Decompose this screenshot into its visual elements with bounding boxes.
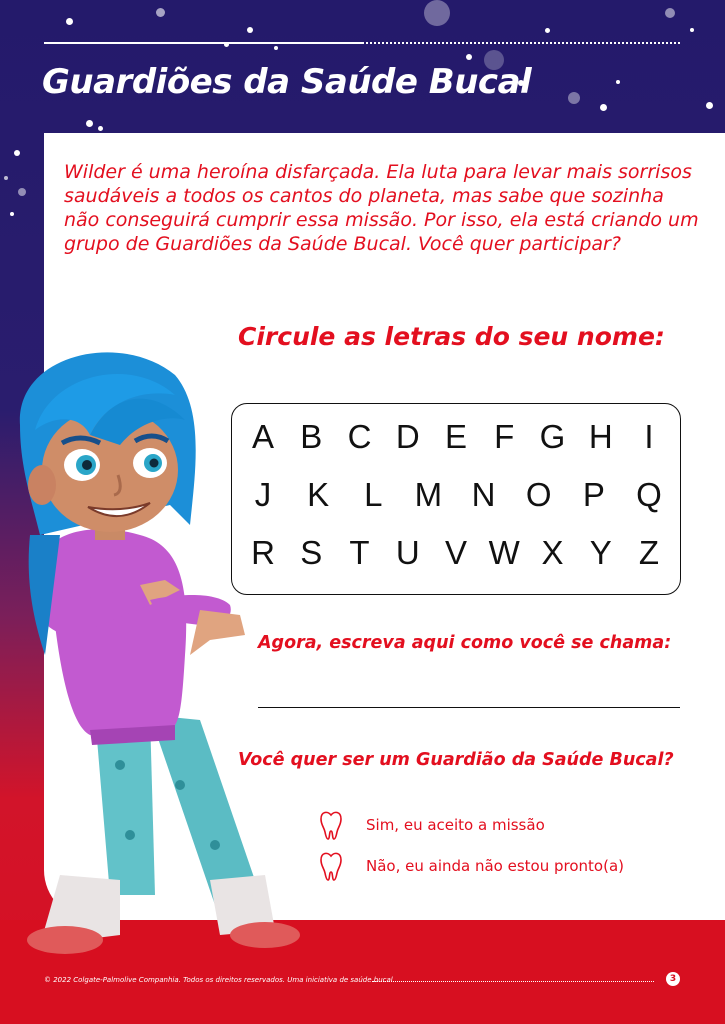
tooth-icon: [318, 851, 344, 881]
header-rule-dotted: [362, 42, 680, 44]
letter-row-3: [246, 534, 666, 572]
write-name-prompt: Agora, escreva aqui como você se chama:: [258, 633, 672, 653]
letter[interactable]: S: [300, 534, 323, 571]
letter[interactable]: I: [644, 418, 654, 455]
letter[interactable]: F: [494, 418, 515, 455]
letter[interactable]: U: [395, 534, 420, 571]
letter[interactable]: Z: [638, 534, 660, 571]
letter[interactable]: G: [539, 418, 566, 455]
letter-row-2: [246, 476, 666, 514]
guardian-question: Você quer ser um Guardião da Saúde Bucal?: [238, 750, 674, 770]
tooth-icon: [318, 810, 344, 840]
option-no-label: Não, eu ainda não estou pronto(a): [366, 857, 624, 875]
letter[interactable]: P: [582, 476, 605, 513]
letter[interactable]: Y: [589, 534, 612, 571]
option-yes-label: Sim, eu aceito a missão: [366, 816, 545, 834]
letter[interactable]: R: [251, 534, 275, 571]
letter[interactable]: L: [364, 476, 383, 513]
letter[interactable]: W: [488, 534, 520, 571]
letter[interactable]: C: [347, 418, 372, 455]
header-rule-solid: [44, 42, 362, 44]
letter[interactable]: X: [541, 534, 564, 571]
letter[interactable]: E: [444, 418, 467, 455]
footer-copyright: © 2022 Colgate-Palmolive Companhia. Todos os direitos reservados. Uma iniciativa de saúde bucal.: [44, 976, 395, 984]
intro-paragraph: Wilder é uma heroína disfarçada. Ela luta para levar mais sorrisos saudáveis a todos os cantos do planeta, mas sabe que sozinha não conseguirá cumprir essa missão. Por isso, ela está criando um grupo de Guardiões da Saúde Bucal. Você quer participar?: [64, 161, 699, 255]
letter[interactable]: A: [251, 418, 274, 455]
letter[interactable]: M: [414, 476, 443, 513]
letter[interactable]: J: [254, 476, 272, 513]
letter[interactable]: K: [307, 476, 330, 513]
letter[interactable]: T: [349, 534, 370, 571]
option-no[interactable]: [318, 851, 624, 881]
letter[interactable]: V: [444, 534, 467, 571]
letter-row-1: [246, 418, 666, 456]
circle-letters-title: Circule as letras do seu nome:: [238, 322, 665, 351]
page-number-badge: 3: [666, 972, 680, 986]
page-title: Guardiões da Saúde Bucal: [42, 62, 532, 102]
footer-dotted-rule: [372, 981, 654, 982]
letter[interactable]: Q: [636, 476, 662, 513]
letter[interactable]: D: [395, 418, 420, 455]
name-write-line[interactable]: [258, 707, 680, 708]
option-yes[interactable]: [318, 810, 545, 840]
letter[interactable]: N: [471, 476, 496, 513]
letter[interactable]: O: [525, 476, 552, 513]
wilder-character-illustration: [0, 335, 300, 970]
letter[interactable]: H: [588, 418, 613, 455]
letter[interactable]: B: [300, 418, 323, 455]
